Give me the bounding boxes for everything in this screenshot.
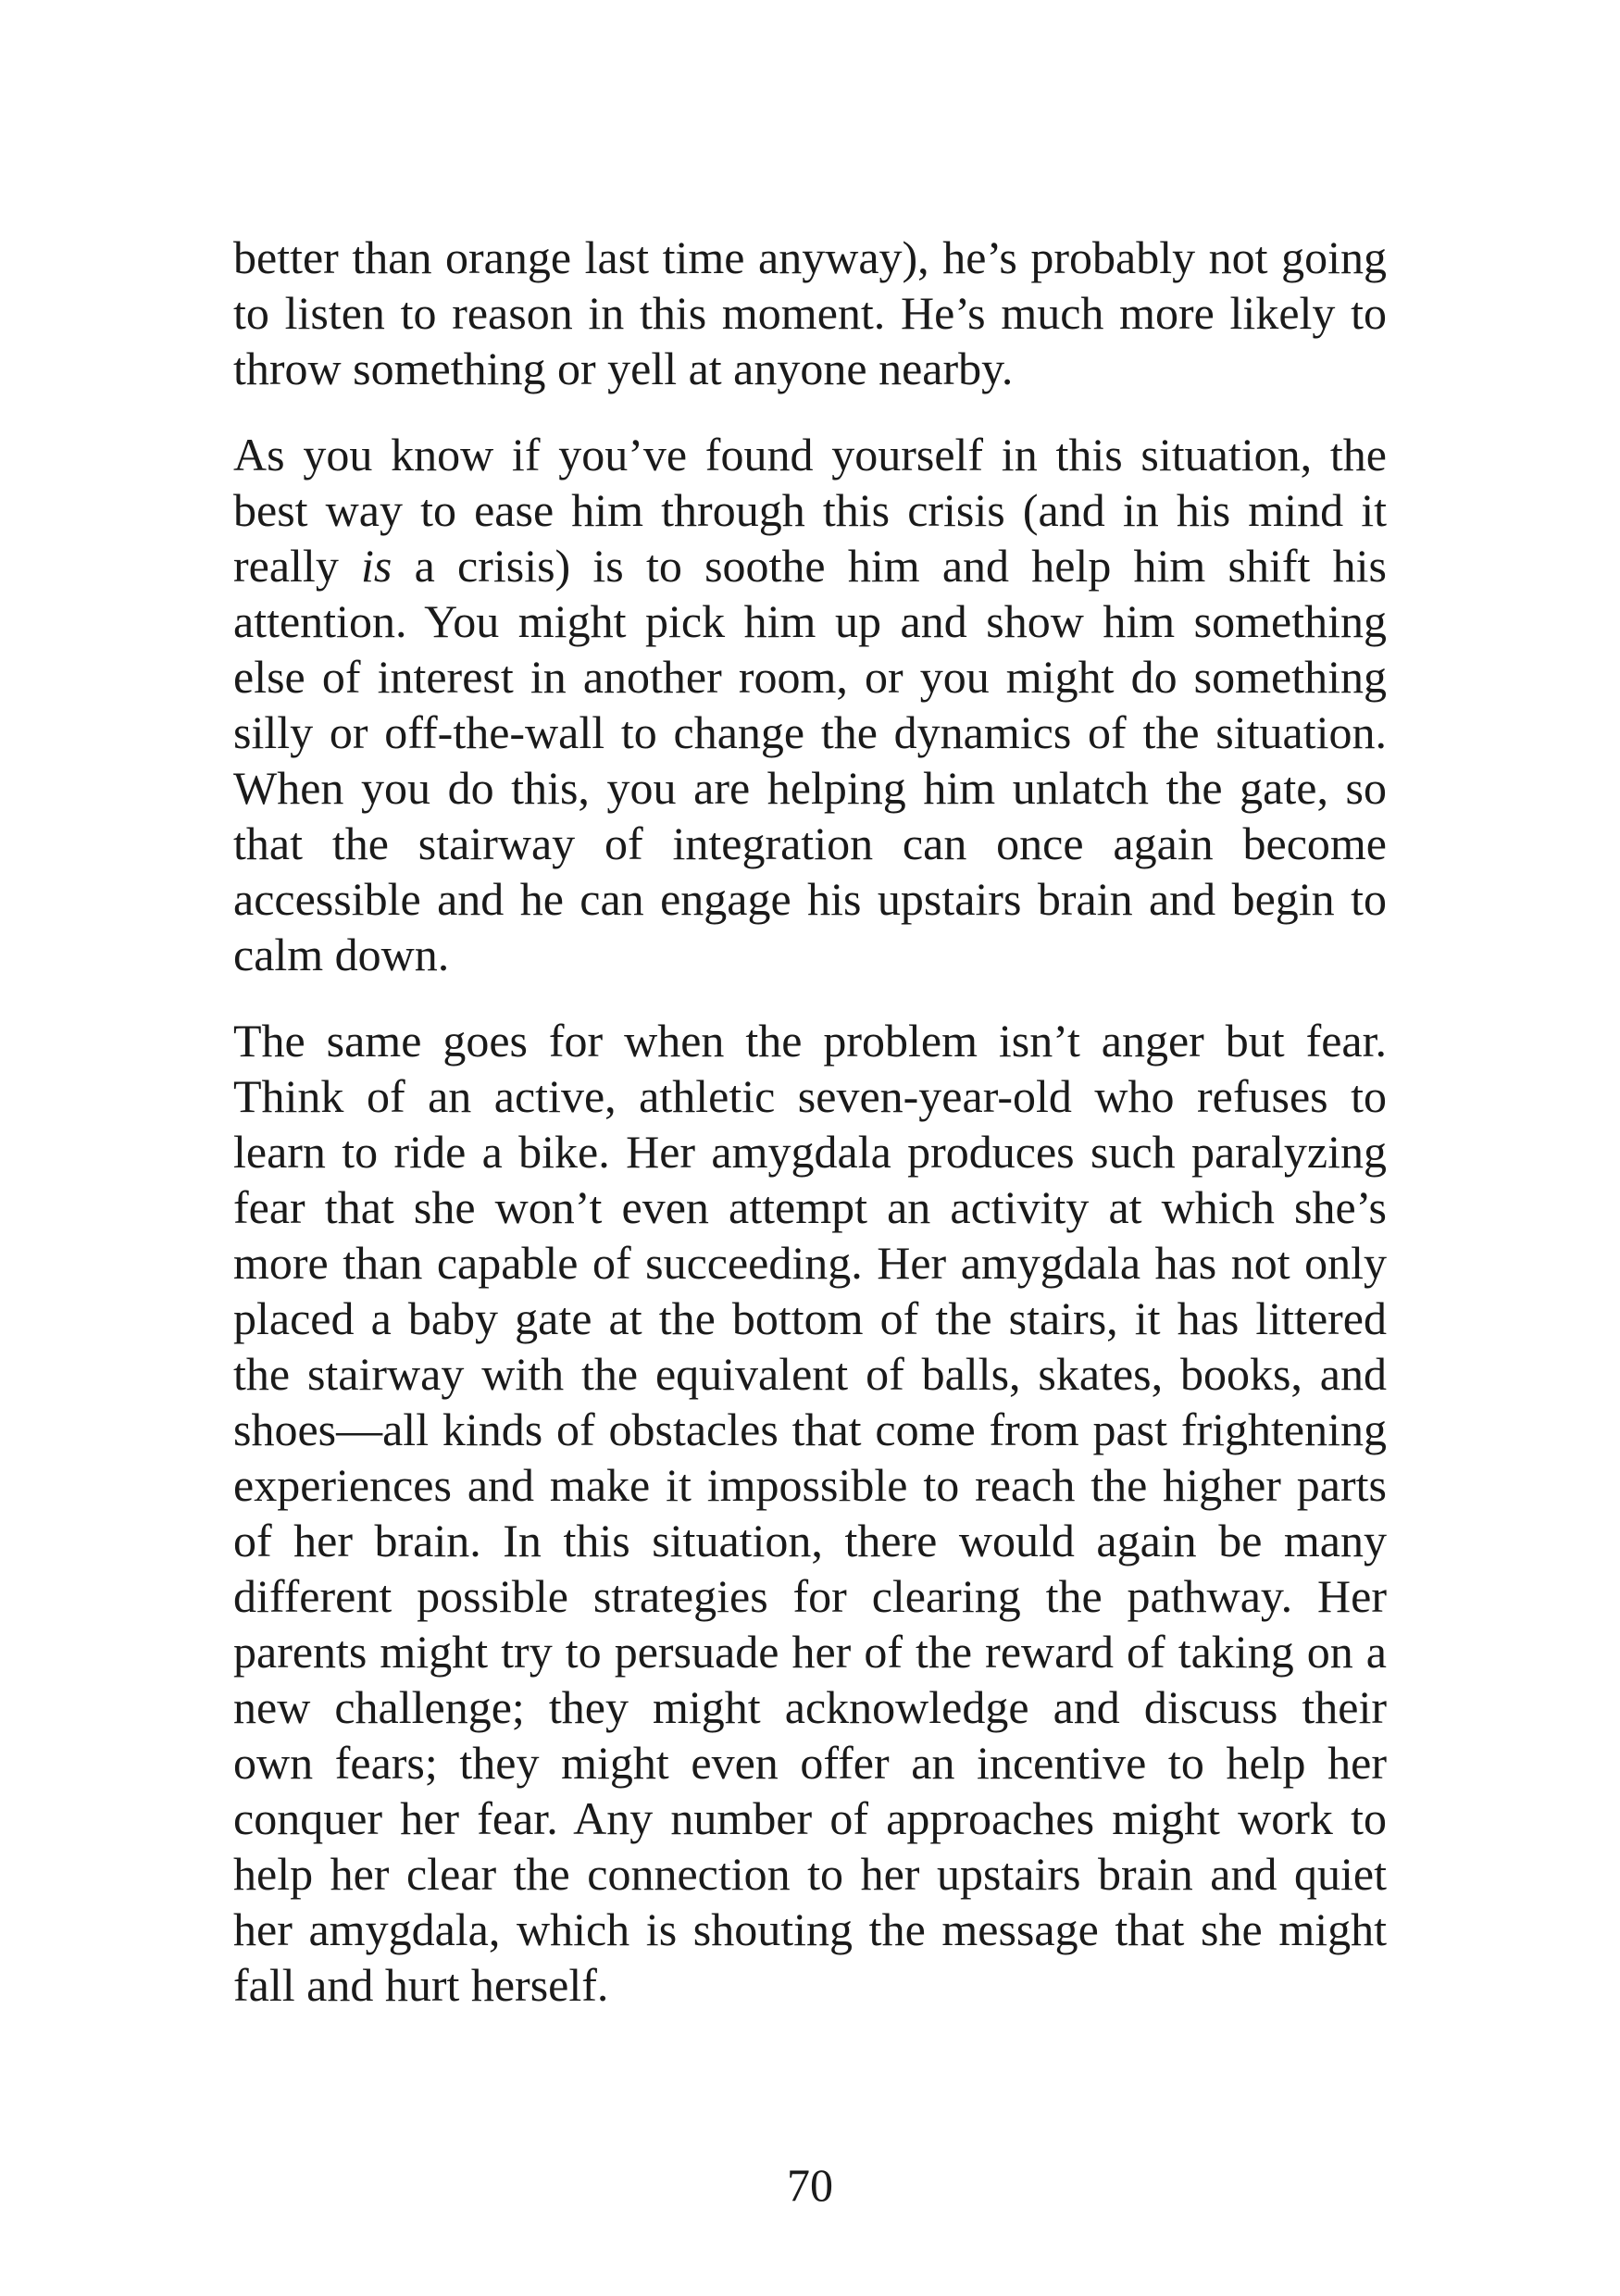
paragraph-2 bbox=[233, 427, 1387, 982]
page-number: 70 bbox=[787, 2159, 833, 2211]
paragraph-2-emphasis: is bbox=[361, 540, 393, 592]
page-body bbox=[233, 230, 1387, 2013]
paragraph-3-text: The same goes for when the problem isn’t anger but fear. Think of an active, athletic seven-year-old who refuses to learn to ride a bike. Her amygdala produces such paralyzing fear that she won’t even attempt an activity at which she’s more than capable of succeeding. Her amygdala has not only placed a baby gate at the bottom of the stairs, it has littered the stairway with the equivalent of balls, skates, books, and shoes—all kinds of obstacles that come from past frightening experiences and make it impossible to reach the higher parts of her brain. In this situation, there would again be many different possible strategies for clearing the pathway. Her parents might try to persuade her of the reward of taking on a new challenge; they might acknowledge and discuss their own fears; they might even offer an incentive to help her conquer her fear. Any number of approaches might work to help her clear the connection to her upstairs brain and quiet her amygdala, which is shouting the message that she might fall and hurt herself. bbox=[233, 1015, 1387, 2011]
paragraph-1-text: better than orange last time anyway), he’s probably not going to listen to reason in this moment. He’s much more likely to throw something or yell at anyone nearby. bbox=[233, 231, 1387, 394]
paragraph-3 bbox=[233, 1013, 1387, 2013]
paragraph-2-text-b: a crisis) is to soothe him and help him shift his attention. You might pick him up and show him something else of interest in another room, or you might do something silly or off-the-wall to change the dynamics of the situation. When you do this, you are helping him unlatch the gate, so that the stairway of integration can once again become accessible and he can engage his upstairs brain and begin to calm down. bbox=[233, 540, 1387, 980]
paragraph-1 bbox=[233, 230, 1387, 396]
paragraph-2-text-a: As you know if you’ve found yourself in this situation, the best way to ease him through this crisis (and in his mind it really bbox=[233, 429, 1387, 592]
